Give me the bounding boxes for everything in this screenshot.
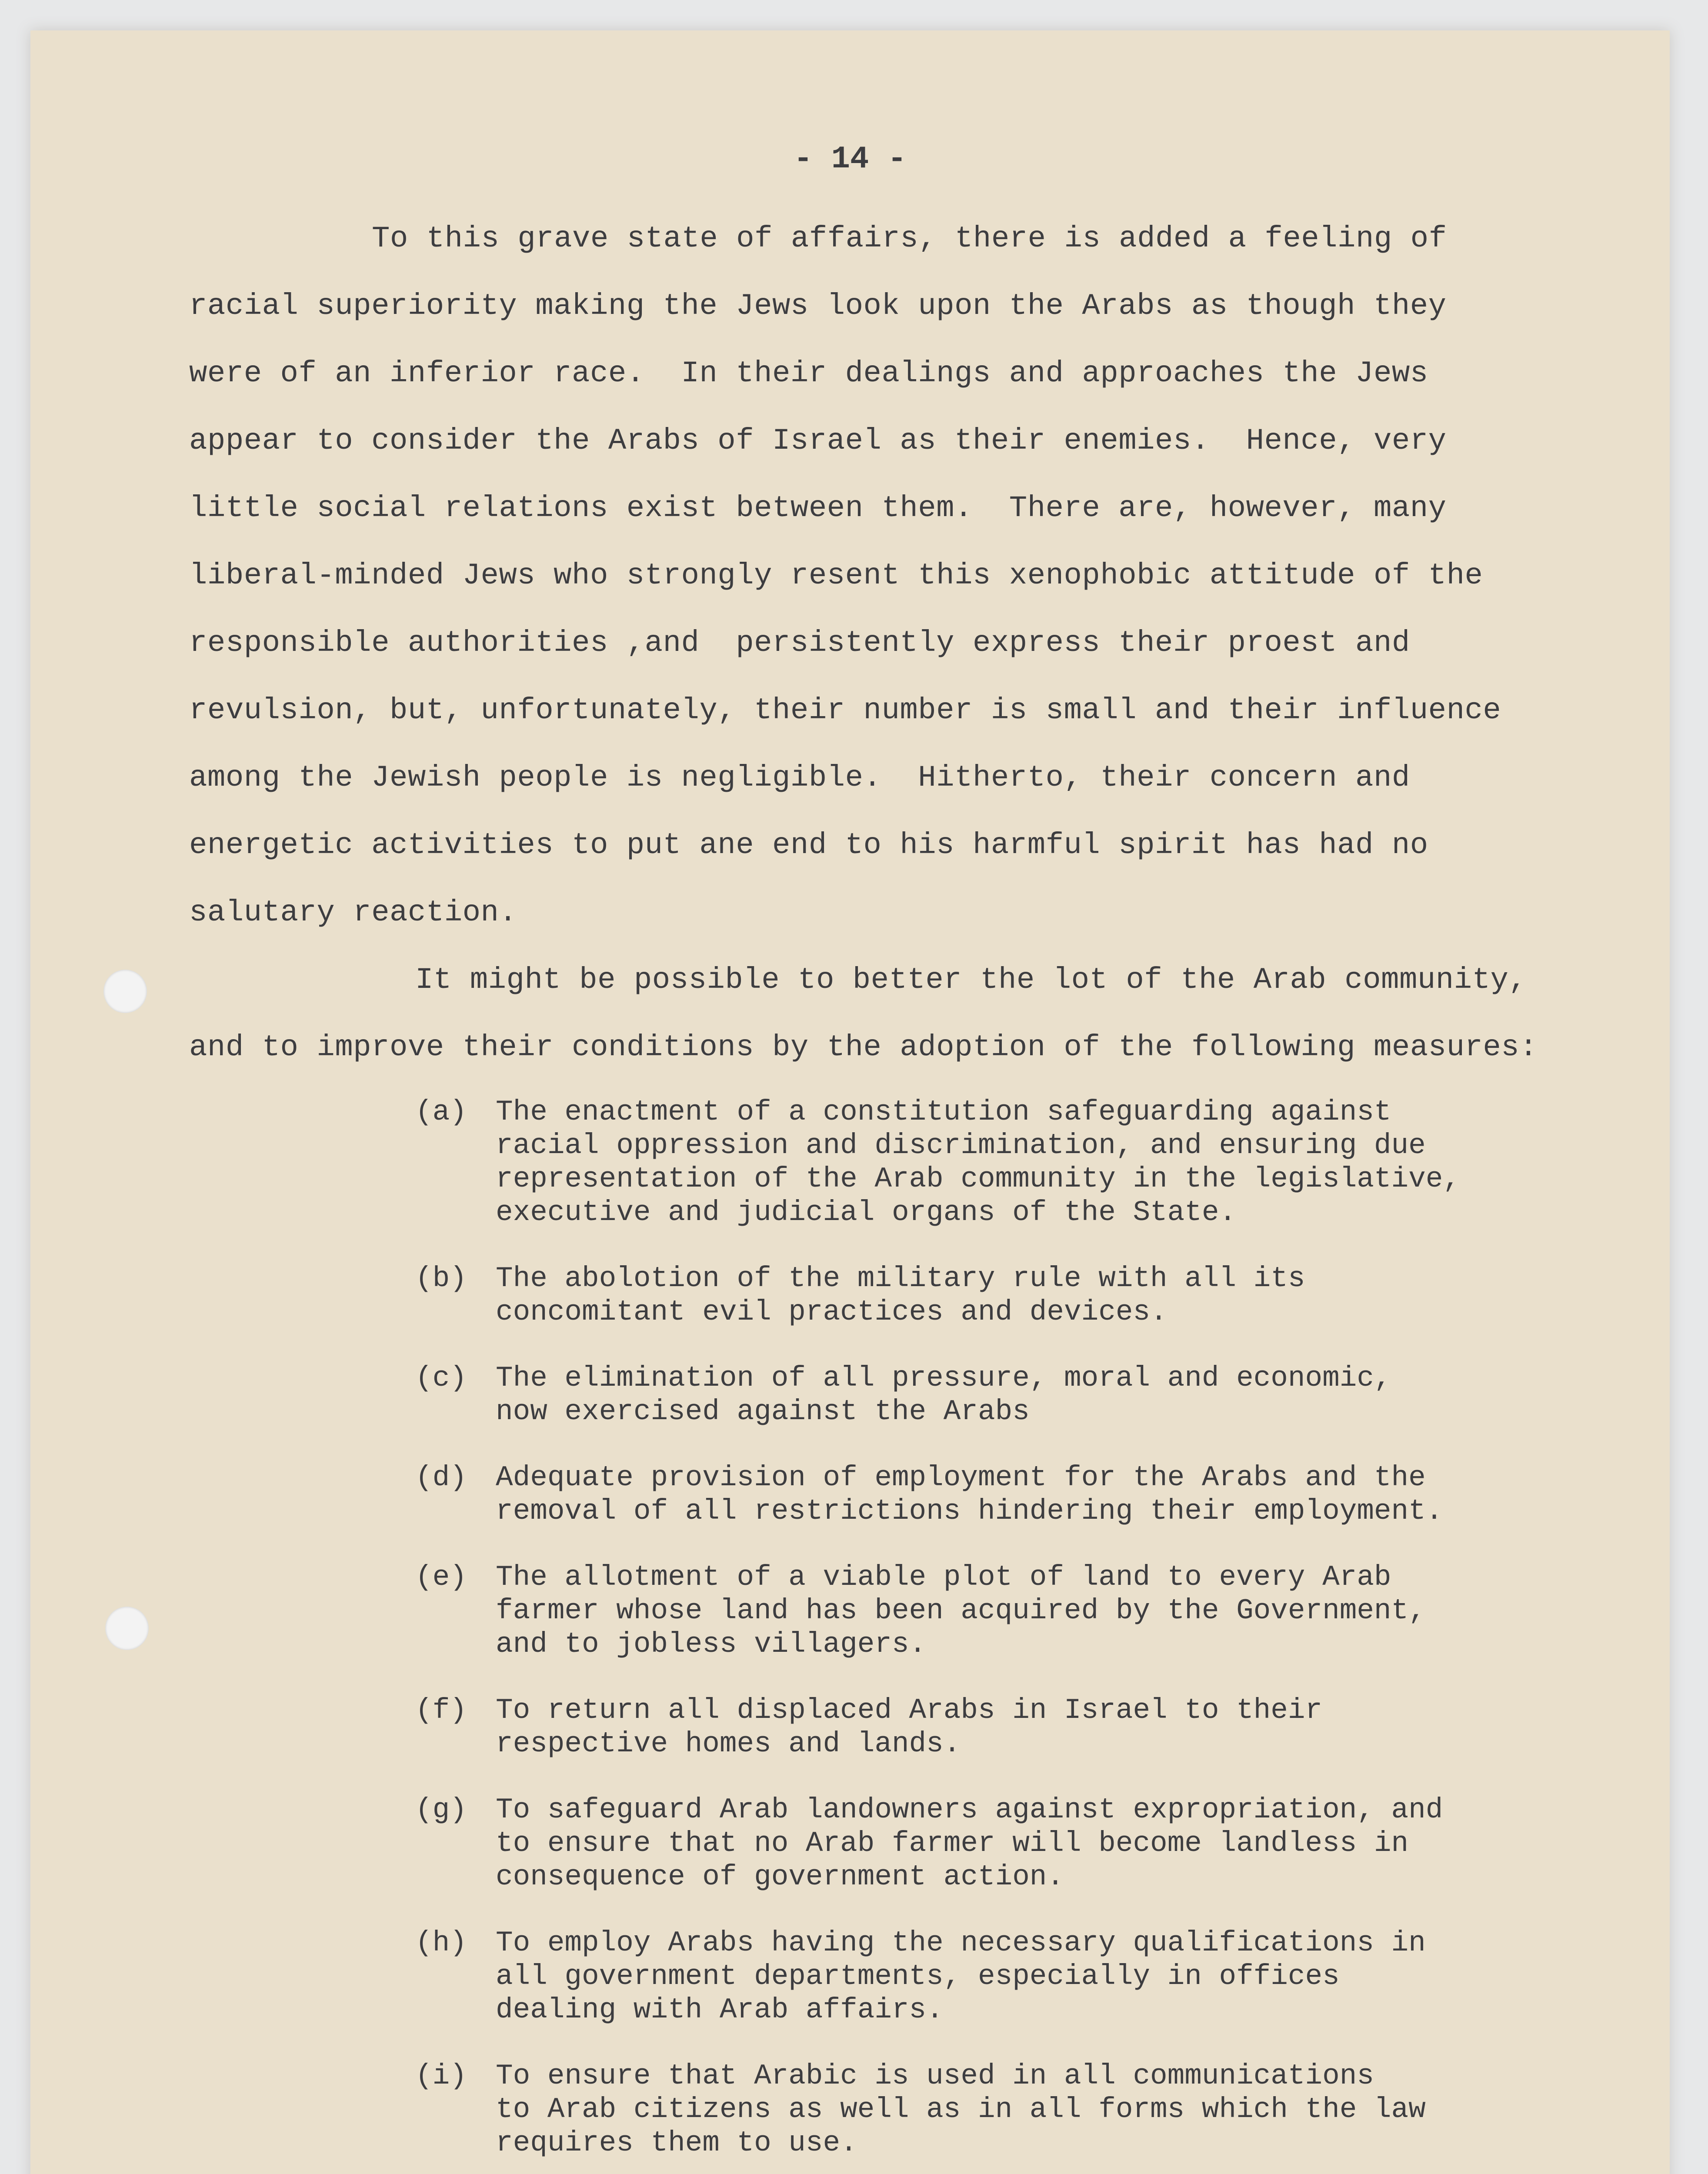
measure-line: now exercised against the Arabs	[496, 1395, 1030, 1428]
punch-hole-top	[103, 970, 147, 1013]
measure-marker: (f)	[415, 1694, 467, 1727]
measure-line: To return all displaced Arabs in Israel to their	[496, 1694, 1323, 1727]
paragraph-1-line: among the Jewish people is negligible. Hitherto, their concern and	[189, 761, 1410, 795]
measure-line: respective homes and lands.	[496, 1727, 961, 1760]
measure-marker: (d)	[415, 1461, 467, 1494]
paragraph-1-line: responsible authorities ,and persistently express their proest and	[189, 626, 1410, 660]
measure-line: representation of the Arab community in the legislative,	[496, 1163, 1460, 1195]
page-number: - 14 -	[794, 141, 907, 177]
paragraph-2-line: It might be possible to better the lot of the Arab community,	[415, 963, 1527, 997]
paragraph-1-line: salutary reaction.	[189, 896, 517, 930]
measure-marker: (h)	[415, 1927, 467, 1959]
paragraph-1-line: appear to consider the Arabs of Israel as their enemies. Hence, very	[189, 424, 1447, 458]
measure-marker: (e)	[415, 1561, 467, 1594]
measure-marker: (i)	[415, 2060, 467, 2092]
measure-line: requires them to use.	[496, 2127, 857, 2159]
measure-line: To employ Arabs having the necessary qualifications in	[496, 1927, 1426, 1959]
measure-marker: (b)	[415, 1262, 467, 1295]
measure-marker: (c)	[415, 1362, 467, 1394]
measure-line: all government departments, especially in offices	[496, 1960, 1340, 1993]
paragraph-1-line: racial superiority making the Jews look upon the Arabs as though they	[189, 289, 1447, 323]
measure-line: concomitant evil practices and devices.	[496, 1296, 1168, 1328]
paragraph-1-line: were of an inferior race. In their dealings and approaches the Jews	[189, 357, 1428, 390]
measure-line: To safeguard Arab landowners against expropriation, and	[496, 1794, 1443, 1826]
measure-line: to ensure that no Arab farmer will become landless in	[496, 1827, 1409, 1860]
paragraph-1-line: little social relations exist between them. There are, however, many	[189, 491, 1447, 525]
measure-line: Adequate provision of employment for the Arabs and the	[496, 1461, 1426, 1494]
paragraph-2-line: and to improve their conditions by the adoption of the following measures:	[189, 1030, 1538, 1064]
measure-line: The enactment of a constitution safeguarding against	[496, 1096, 1391, 1128]
measure-line: The abolotion of the military rule with all its	[496, 1262, 1305, 1295]
measure-line: removal of all restrictions hindering their employment.	[496, 1495, 1443, 1527]
measure-line: to Arab citizens as well as in all forms which the law	[496, 2093, 1426, 2126]
measure-line: The allotment of a viable plot of land to every Arab	[496, 1561, 1391, 1594]
measure-line: dealing with Arab affairs.	[496, 1994, 944, 2026]
paragraph-1-line: energetic activities to put ane end to his harmful spirit has had no	[189, 828, 1428, 862]
measure-line: consequence of government action.	[496, 1861, 1064, 1893]
paragraph-1-line: revulsion, but, unfortunately, their number is small and their influence	[189, 694, 1501, 727]
punch-hole-bottom	[105, 1607, 149, 1650]
measure-line: racial oppression and discrimination, and ensuring due	[496, 1129, 1426, 1162]
measure-line: farmer whose land has been acquired by the Government,	[496, 1594, 1426, 1627]
measure-line: The elimination of all pressure, moral and economic,	[496, 1362, 1391, 1394]
paragraph-1-line: To this grave state of affairs, there is added a feeling of	[372, 222, 1447, 256]
measure-marker: (a)	[415, 1096, 467, 1128]
document-page	[30, 30, 1670, 2174]
measure-line: To ensure that Arabic is used in all communications	[496, 2060, 1374, 2092]
measure-line: executive and judicial organs of the State.	[496, 1196, 1237, 1229]
paragraph-1-line: liberal-minded Jews who strongly resent this xenophobic attitude of the	[189, 559, 1483, 593]
measure-marker: (g)	[415, 1794, 467, 1826]
measure-line: and to jobless villagers.	[496, 1628, 927, 1661]
